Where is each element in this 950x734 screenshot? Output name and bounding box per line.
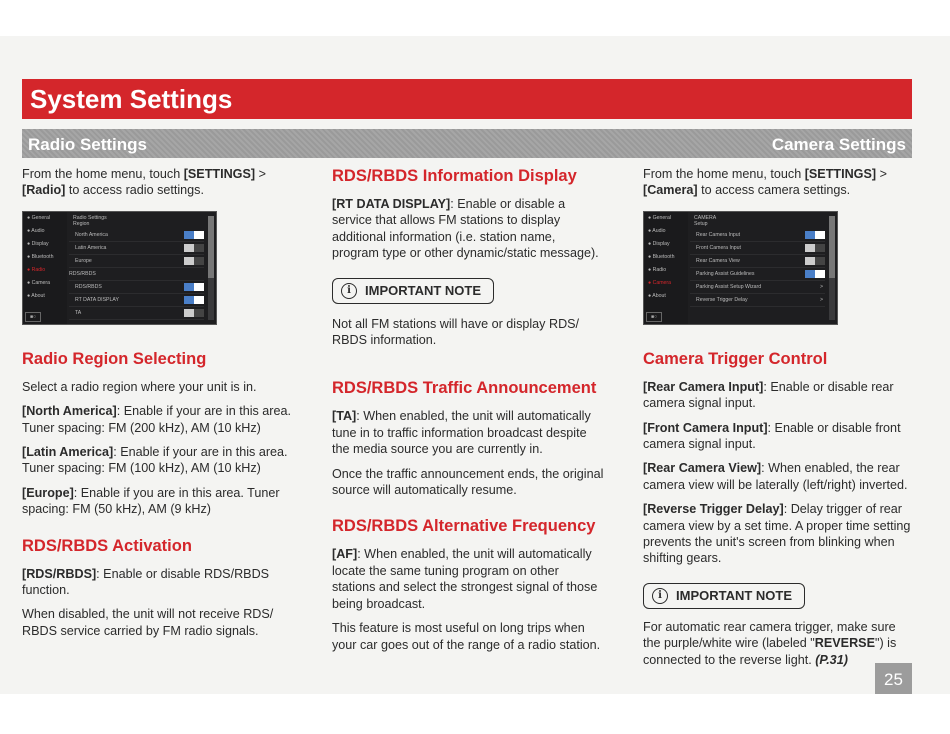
sidebar-item-about[interactable]: ● About xyxy=(27,292,45,299)
setting-label: North America xyxy=(75,231,108,238)
radio-settings-screenshot xyxy=(22,211,217,325)
camera-settings-screenshot xyxy=(643,211,838,325)
screen-subheading: Region xyxy=(73,220,90,227)
setting-label: Front Camera Input xyxy=(696,244,741,251)
radio-column xyxy=(22,166,292,647)
sidebar-item-audio[interactable]: ● Audio xyxy=(27,227,45,234)
reverse-trigger-delay-text: [Reverse Trigger Delay]: Delay trigger of rear camera view by a set time. A proper time setting prevents the unit's screen from blinking when shifting gears. xyxy=(643,502,911,566)
sidebar-item-general[interactable]: ● General xyxy=(27,214,51,221)
chevron-right-icon[interactable]: > xyxy=(819,283,823,290)
setting-toggle[interactable] xyxy=(184,296,204,304)
setting-label: RDS/RBDS xyxy=(75,283,102,290)
camera-trigger-heading: Camera Trigger Control xyxy=(643,349,828,368)
back-icon: ■○ xyxy=(646,312,662,322)
scrollbar xyxy=(208,216,214,320)
setting-toggle[interactable] xyxy=(184,244,204,252)
region-heading: Radio Region Selecting xyxy=(22,349,207,368)
rds-column xyxy=(332,166,604,661)
info-icon: i xyxy=(652,588,668,604)
setting-row[interactable] xyxy=(690,268,825,281)
settings-rows xyxy=(69,212,204,324)
europe-text: [Europe]: Enable if you are in this area. Tuner spacing: FM (50 kHz), AM (9 kHz) xyxy=(22,485,280,517)
note-text: Not all FM stations will have or display RDS/ RBDS information. xyxy=(332,316,580,348)
radio-intro: From the home menu, touch [SETTINGS] > [Radio] to access radio settings. xyxy=(22,167,266,198)
back-icon: ■○ xyxy=(25,312,41,322)
sidebar-item-camera[interactable]: ● Camera xyxy=(27,279,51,286)
sidebar-item-bluetooth[interactable]: ● Bluetooth xyxy=(648,253,675,260)
af-heading: RDS/RBDS Alternative Frequency xyxy=(332,517,596,536)
ta-resume-text: Once the traffic announcement ends, the original source will automatically resume. xyxy=(332,466,604,498)
scrollbar xyxy=(829,216,835,320)
rear-camera-view-text: [Rear Camera View]: When enabled, the rear camera view will be laterally (left/right) inverted. xyxy=(643,461,908,492)
setting-label: Rear Camera Input xyxy=(696,231,741,238)
setting-row[interactable] xyxy=(69,281,204,294)
sidebar-item-general[interactable]: ● General xyxy=(648,214,672,221)
rds-activation-heading: RDS/RBDS Activation xyxy=(22,536,192,555)
setting-toggle[interactable] xyxy=(805,257,825,265)
camera-column xyxy=(643,166,915,676)
info-display-heading: RDS/RBDS Information Display xyxy=(332,167,577,185)
settings-rows xyxy=(690,212,825,324)
front-camera-input-text: [Front Camera Input]: Enable or disable front camera signal input. xyxy=(643,420,901,452)
setting-label: Reverse Trigger Delay xyxy=(696,296,748,303)
af-useful-text: This feature is most useful on long trips when your car goes out of the range of a radio station. xyxy=(332,621,601,652)
setting-row[interactable] xyxy=(690,281,825,294)
radio-section-title: Radio Settings xyxy=(28,135,148,154)
page-title: System Settings xyxy=(22,79,912,119)
settings-sidebar xyxy=(644,212,688,324)
setting-toggle[interactable] xyxy=(805,231,825,239)
sidebar-item-audio[interactable]: ● Audio xyxy=(648,227,666,234)
setting-row[interactable] xyxy=(690,294,825,307)
page-number: 25 xyxy=(875,663,912,694)
sidebar-item-radio[interactable]: ● Radio xyxy=(27,266,46,273)
screen-heading: CAMERA Setup xyxy=(690,212,825,229)
sidebar-item-radio[interactable]: ● Radio xyxy=(648,266,667,273)
sidebar-item-about[interactable]: ● About xyxy=(648,292,666,299)
rds-activation-text: [RDS/RBDS]: Enable or disable RDS/RBDS function. xyxy=(22,566,270,598)
north-america-text: [North America]: Enable if your are in this area. Tuner spacing: FM (200 kHz), AM (10 kHz) xyxy=(22,404,292,435)
rt-data-text: [RT DATA DISPLAY]: Enable or disable a service that allows FM stations to display additional information (i.e. station name, program type or other dynamic/static message). xyxy=(332,197,599,261)
setting-label: TA xyxy=(75,309,82,316)
setting-row[interactable] xyxy=(69,268,204,281)
setting-row[interactable] xyxy=(69,242,204,255)
setting-row[interactable] xyxy=(69,294,204,307)
camera-intro: From the home menu, touch [SETTINGS] > [Camera] to access camera settings. xyxy=(643,167,887,198)
important-note-box: i IMPORTANT NOTE xyxy=(332,278,494,304)
sidebar-item-bluetooth[interactable]: ● Bluetooth xyxy=(27,253,54,260)
setting-row[interactable] xyxy=(69,307,204,320)
rear-camera-input-text: [Rear Camera Input]: Enable or disable rear camera signal input. xyxy=(643,379,894,411)
setting-label: RT DATA DISPLAY xyxy=(75,296,119,303)
important-note-box: i IMPORTANT NOTE xyxy=(643,583,805,609)
ta-text: [TA]: When enabled, the unit will automatically tune in to traffic information broadcast despite the media source you are currently in. xyxy=(332,409,591,457)
setting-row[interactable] xyxy=(690,229,825,242)
sidebar-item-display[interactable]: ● Display xyxy=(648,240,670,247)
camera-note-text: For automatic rear camera trigger, make sure the purple/white wire (labeled "REVERSE") is connected to the reverse light. (P.31) xyxy=(643,619,897,667)
latin-america-text: [Latin America]: Enable if your are in this area. Tuner spacing: FM (100 kHz), AM (10 kHz) xyxy=(22,445,288,476)
region-intro: Select a radio region where your unit is in. xyxy=(22,379,257,394)
section-bar xyxy=(22,129,912,158)
setting-label: Parking Assist Guidelines xyxy=(696,270,755,277)
setting-label: RDS/RBDS xyxy=(69,270,96,277)
setting-label: Rear Camera View xyxy=(696,257,740,264)
setting-row[interactable] xyxy=(690,242,825,255)
setting-label: Parking Assist Setup Wizard xyxy=(696,283,762,290)
af-text: [AF]: When enabled, the unit will automatically locate the same tuning program on other stations and select the strongest signal of those being broadcast. xyxy=(332,547,598,611)
rds-disabled-text: When disabled, the unit will not receive RDS/ RBDS service carried by FM radio signals. xyxy=(22,607,274,638)
traffic-heading: RDS/RBDS Traffic Announcement xyxy=(332,379,597,398)
setting-row[interactable] xyxy=(690,255,825,268)
settings-sidebar xyxy=(23,212,67,324)
setting-row[interactable] xyxy=(69,255,204,268)
camera-section-title: Camera Settings xyxy=(771,135,906,154)
screen-subheading: Setup xyxy=(694,220,708,227)
sidebar-item-display[interactable]: ● Display xyxy=(27,240,49,247)
setting-toggle[interactable] xyxy=(805,244,825,252)
chevron-right-icon[interactable]: > xyxy=(819,296,823,303)
setting-toggle[interactable] xyxy=(805,270,825,278)
setting-toggle[interactable] xyxy=(184,257,204,265)
info-icon: i xyxy=(341,283,357,299)
setting-toggle[interactable] xyxy=(184,309,204,317)
setting-toggle[interactable] xyxy=(184,231,204,239)
screen-heading: Radio Settings Region xyxy=(69,212,204,229)
sidebar-item-camera[interactable]: ● Camera xyxy=(648,279,672,286)
setting-label: Europe xyxy=(75,257,92,264)
setting-row[interactable] xyxy=(69,229,204,242)
setting-toggle[interactable] xyxy=(184,283,204,291)
setting-label: Latin America xyxy=(75,244,107,251)
